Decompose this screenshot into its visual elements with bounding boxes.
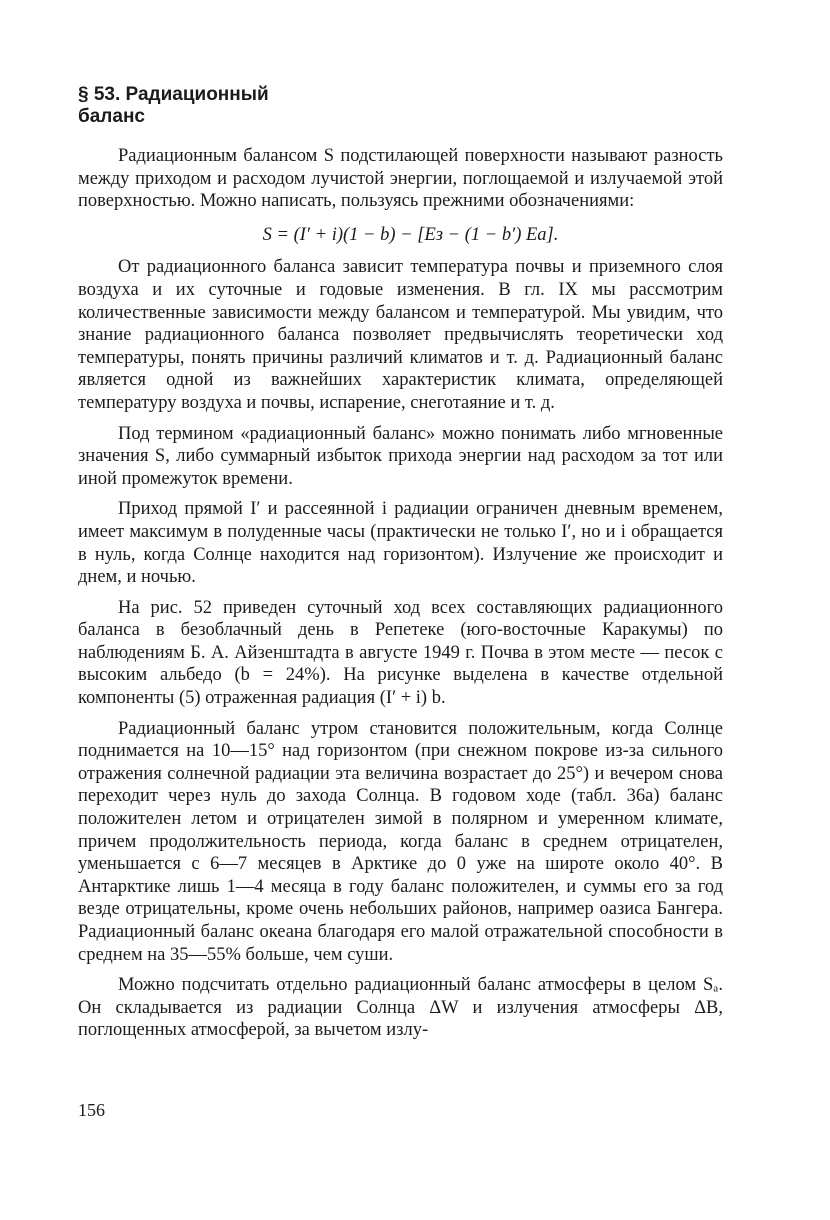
paragraph-2: От радиационного баланса зависит температура почвы и приземного слоя воздуха и их суточные и годовые изменения. В гл. IX мы рассмотрим количественные зависимости между балансом и температурой. Мы увидим, что знание радиационного баланса позволяет предвычислять теоретически ход температуры, понять причины различий климатов и т. д. Радиационный баланс является одной из важнейших характеристик климата, определяющей температуру воздуха и почвы, испарение, снеготаяние и т. д. xyxy=(78,257,723,413)
page-number: 156 xyxy=(78,1100,105,1120)
paragraph-4: Приход прямой I′ и рассеянной i радиации ограничен дневным временем, имеет максимум в полуденные часы (практически не только I′, но и i обращается в нуль, когда Солнце находится над горизонтом). Излучение же происходит и днем, и ночью. xyxy=(78,499,723,588)
paragraph-5: На рис. 52 приведен суточный ход всех составляющих радиационного баланса в безоблачный день в Репетеке (юго-восточные Каракумы) по наблюдениям Б. А. Айзенштадта в августе 1949 г. Почва в этом месте — песок с высоким альбедо (b = 24%). На рисунке выделена в качестве отдельной компоненты (5) отраженная радиация (I′ + i) b. xyxy=(78,597,723,709)
balance-formula: S = (I′ + i)(1 − b) − [Eз − (1 − b′) Eа]. xyxy=(262,224,559,245)
paragraph-7: Можно подсчитать отдельно радиационный баланс атмосферы в целом Sₐ. Он складывается из радиации Солнца ΔW и излучения атмосферы ΔB, поглощенных атмосферой, за вычетом излу- xyxy=(78,975,723,1041)
paragraph-6: Радиационный баланс утром становится положительным, когда Солнце поднимается на 10—15° над горизонтом (при снежном покрове из-за сильного отражения солнечной радиации эта величина возрастает до 25°) и вечером снова переходит через нуль до захода Солнца. В годовом ходе (табл. 36а) баланс положителен летом и отрицателен зимой в полярном и умеренном климате, причем продолжительность периода, когда баланс в среднем отрицателен, уменьшается с 6—7 месяцев в Арктике до 0 уже на широте около 40°. В Антарктике лишь 1—4 месяца в году баланс положителен, и суммы его за год везде отрицательны, кроме очень небольших районов, например оазиса Бангера. Радиационный баланс океана благодаря его малой отражательной способности в среднем на 35—55% больше, чем суши. xyxy=(78,718,723,965)
body-text xyxy=(78,145,723,1042)
paragraph-1: Радиационным балансом S подстилающей поверхности называют разность между приходом и расходом лучистой энергии, поглощаемой и излучаемой этой поверхностью. Можно написать, пользуясь прежними обозначениями: xyxy=(78,146,723,212)
paragraph-3: Под термином «радиационный баланс» можно понимать либо мгновенные значения S, либо суммарный избыток прихода энергии над расходом за тот или иной промежуток времени. xyxy=(78,423,723,489)
section-heading-line-1: § 53. Радиационный xyxy=(78,84,269,105)
section-heading xyxy=(78,84,269,128)
section-heading-line-2: баланс xyxy=(78,106,145,127)
